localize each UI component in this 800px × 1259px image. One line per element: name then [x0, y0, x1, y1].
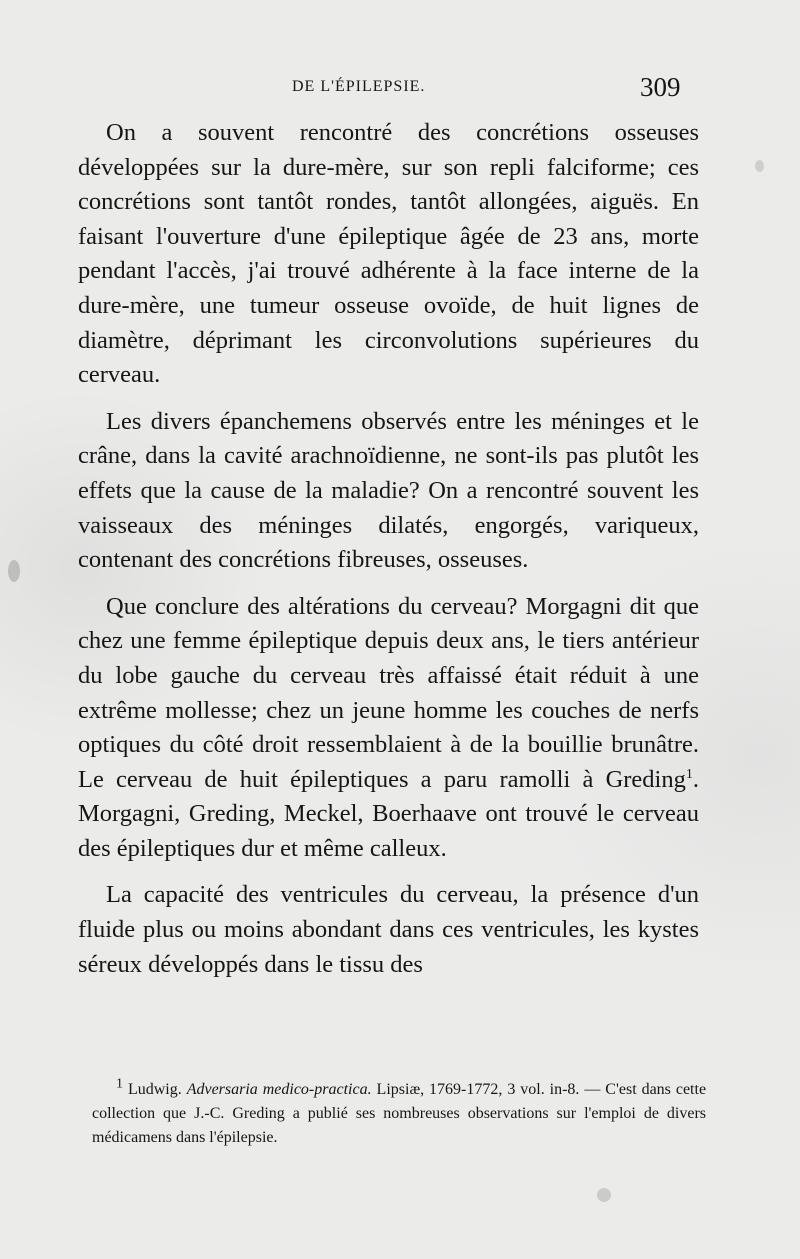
paragraph-text: . Morgagni, Greding, Meckel, Boerhaave ont trouvé le cerveau des épileptiques dur et même calleux. — [78, 765, 699, 862]
footnote-work-title: Adversaria medico-practica. — [186, 1081, 372, 1098]
footnote-details: Lipsiæ, 1769-1772, 3 vol. in-8. — C'est dans cette collection que J.-C. Greding a publié ses nombreuses observations sur l'emploi de divers médicamens dans l'épilepsie. — [92, 1081, 707, 1146]
paragraph: Les divers épanchemens observés entre les méninges et le crâne, dans la cavité arachnoïdienne, ne sont-ils pas plutôt les effets que la cause de la maladie? On a rencontré souvent les vaisseaux des méninges dilatés, engorgés, variqueux, contenant des concrétions fibreuses, osseuses. — [78, 407, 699, 574]
paper-spot — [597, 1188, 611, 1202]
footnote-marker: 1 — [116, 1076, 123, 1092]
body-text — [78, 116, 699, 994]
paragraph — [78, 590, 699, 867]
paper-spot — [8, 560, 20, 582]
running-head: DE L'ÉPILEPSIE. — [292, 78, 426, 95]
paper-spot — [755, 160, 764, 172]
paragraph: On a souvent rencontré des concrétions osseuses développées sur la dure-mère, sur son repli falciforme; ces concrétions sont tantôt rondes, tantôt allongées, aiguës. En faisant l'ouverture d'une épileptique âgée de 23 ans, morte pendant l'accès, j'ai trouvé adhérente à la face interne de la dure-mère, une tumeur osseuse ovoïde, de huit lignes de diamètre, déprimant les circonvolutions supérieures du cerveau. — [78, 119, 699, 389]
footnote-reference: 1 — [685, 766, 693, 782]
paragraph-text: Que conclure des altérations du cerveau? Morgagni dit que chez une femme épileptique depuis deux ans, le tiers antérieur du lobe gauche du cerveau très affaissé était réduit à une extrême mollesse; chez un jeune homme les couches de nerfs optiques du côté droit ressemblaient à de la bouillie brunâtre. Le cerveau de huit épileptiques a paru ramolli à Greding — [78, 592, 699, 793]
page-number: 309 — [640, 72, 681, 102]
footnote-text — [92, 1078, 706, 1150]
page-header — [0, 72, 800, 108]
footnote-author: Ludwig. — [127, 1081, 182, 1098]
paragraph: La capacité des ventricules du cerveau, la présence d'un fluide plus ou moins abondant dans ces ventricules, les kystes séreux développés dans le tissu des — [78, 881, 699, 978]
footnote — [92, 1078, 706, 1150]
